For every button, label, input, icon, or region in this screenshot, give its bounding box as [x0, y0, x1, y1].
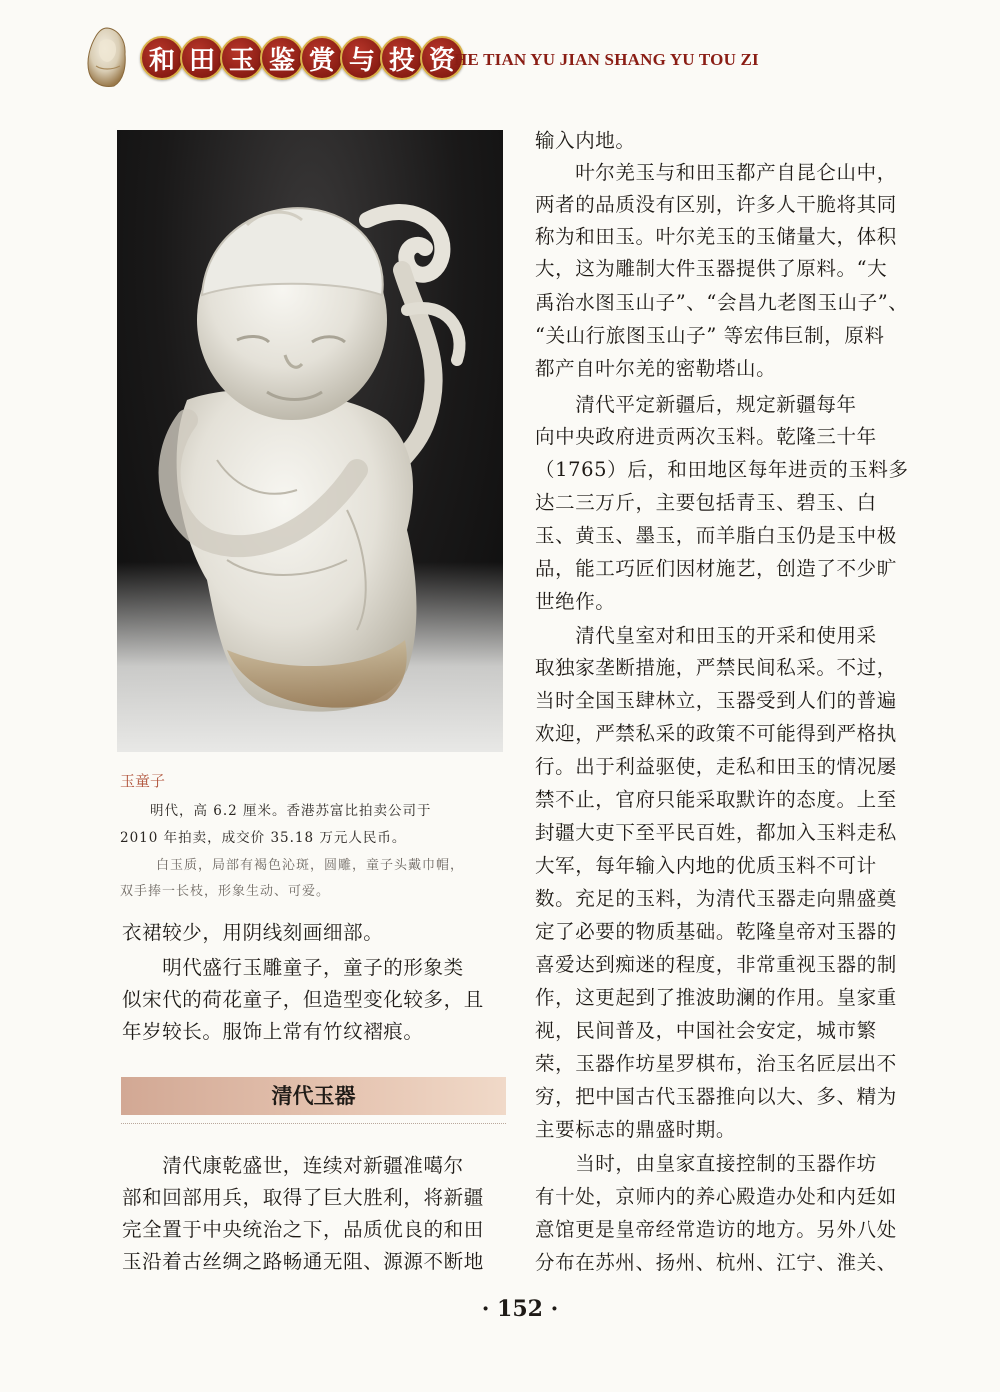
paragraph-line: 禁不止，官府只能采取默许的态度。上至 — [535, 788, 897, 811]
paragraph-line: 叶尔羌玉与和田玉都产自昆仑山中， — [535, 161, 897, 184]
paragraph-line: 分布在苏州、扬州、杭州、江宁、淮关、 — [535, 1251, 897, 1274]
paragraph-line: 当时，由皇家直接控制的玉器作坊 — [535, 1152, 877, 1175]
paragraph-line: 输入内地。 — [535, 129, 636, 152]
figure-caption-note: 双手捧一长枝，形象生动、可爱。 — [120, 884, 331, 899]
figure-caption-title: 玉童子 — [120, 772, 166, 790]
figure-caption-line: 2010 年拍卖，成交价 35.18 万元人民币。 — [120, 830, 407, 846]
paragraph-line: 明代盛行玉雕童子，童子的形象类 — [122, 956, 464, 979]
paragraph-line: 封疆大吏下至平民百姓，都加入玉料走私 — [535, 821, 897, 844]
paragraph-line: 意馆更是皇帝经常造访的地方。另外八处 — [535, 1218, 897, 1241]
jade-carving-logo-icon — [84, 26, 130, 88]
paragraph-line: 作，这更起到了推波助澜的作用。皇家重 — [535, 986, 897, 1009]
paragraph-line: 玉、黄玉、墨玉，而羊脂白玉仍是玉中极 — [535, 524, 897, 547]
paragraph-line: 取独家垄断措施，严禁民间私采。不过， — [535, 656, 897, 679]
paragraph-line: 定了必要的物质基础。乾隆皇帝对玉器的 — [535, 920, 897, 943]
paragraph-line: 主要标志的鼎盛时期。 — [535, 1118, 737, 1141]
section-heading-bar — [121, 1077, 506, 1115]
paragraph-line: 有十处，京师内的养心殿造办处和内廷如 — [535, 1185, 897, 1208]
title-char: 资 — [420, 36, 464, 80]
paragraph-line: 清代平定新疆后，规定新疆每年 — [535, 393, 857, 416]
paragraph-line: 玉沿着古丝绸之路畅通无阻、源源不断地 — [122, 1250, 484, 1273]
paragraph-line: 世绝作。 — [535, 590, 616, 613]
paragraph-line: 部和回部用兵，取得了巨大胜利，将新疆 — [122, 1186, 484, 1209]
paragraph-line: 完全置于中央统治之下，品质优良的和田 — [122, 1218, 484, 1241]
paragraph-line: 大军，每年输入内地的优质玉料不可计 — [535, 854, 877, 877]
paragraph-line: 称为和田玉。叶尔羌玉的玉储量大，体积 — [535, 225, 897, 248]
title-char: 鉴 — [260, 36, 304, 80]
paragraph-line: 清代皇室对和田玉的开采和使用采 — [535, 624, 877, 647]
title-char: 田 — [180, 36, 224, 80]
paragraph-line: 喜爱达到痴迷的程度，非常重视玉器的制 — [535, 953, 897, 976]
paragraph-line: 禹治水图玉山子”、“会昌九老图玉山子”、 — [535, 291, 909, 314]
paragraph-line: 向中央政府进贡两次玉料。乾隆三十年 — [535, 425, 877, 448]
book-title — [140, 36, 460, 80]
figure-caption-note: 白玉质，局部有褐色沁斑，圆雕，童子头戴巾帽， — [156, 858, 465, 873]
paragraph-line: 大，这为雕制大件玉器提供了原料。“大 — [535, 257, 888, 280]
paragraph-line: 似宋代的荷花童子，但造型变化较多，且 — [122, 988, 484, 1011]
paragraph-line: 两者的品质没有区别，许多人干脆将其同 — [535, 193, 897, 216]
title-char: 投 — [380, 36, 424, 80]
book-title-pinyin: HE TIAN YU JIAN SHANG YU TOU ZI — [454, 50, 759, 69]
paragraph-line: 年岁较长。服饰上常有竹纹褶痕。 — [122, 1020, 424, 1043]
jade-boy-photo — [117, 130, 503, 752]
paragraph-line: “关山行旅图玉山子” 等宏伟巨制，原料 — [535, 324, 885, 347]
paragraph-line: 当时全国玉肆林立，玉器受到人们的普遍 — [535, 689, 897, 712]
paragraph-line: 数。充足的玉料，为清代玉器走向鼎盛奠 — [535, 887, 897, 910]
figure-caption-line: 明代，高 6.2 厘米。香港苏富比拍卖公司于 — [150, 803, 432, 819]
paragraph-line: 都产自叶尔羌的密勒塔山。 — [535, 357, 777, 380]
paragraph-line: 衣裙较少，用阴线刻画细部。 — [122, 921, 384, 944]
title-char: 玉 — [220, 36, 264, 80]
running-header — [0, 0, 1000, 110]
title-char: 和 — [140, 36, 184, 80]
paragraph-line: 品，能工巧匠们因材施艺，创造了不少旷 — [535, 557, 897, 580]
paragraph-line: 欢迎，严禁私采的政策不可能得到严格执 — [535, 722, 897, 745]
title-char: 赏 — [300, 36, 344, 80]
paragraph-line: 行。出于利益驱使，走私和田玉的情况屡 — [535, 755, 897, 778]
page-number: · 152 · — [481, 1296, 559, 1322]
paragraph-line: 荣，玉器作坊星罗棋布，治玉名匠层出不 — [535, 1052, 897, 1075]
paragraph-line: 清代康乾盛世，连续对新疆准噶尔 — [122, 1154, 464, 1177]
jade-boy-figure-icon — [117, 130, 503, 752]
paragraph-line: 达二三万斤，主要包括青玉、碧玉、白 — [535, 491, 877, 514]
paragraph-line: 视，民间普及，中国社会安定，城市繁 — [535, 1019, 877, 1042]
section-divider — [121, 1123, 506, 1124]
section-heading: 清代玉器 — [271, 1084, 356, 1108]
title-char: 与 — [340, 36, 384, 80]
paragraph-line: （1765）后，和田地区每年进贡的玉料多 — [535, 458, 909, 481]
paragraph-line: 穷，把中国古代玉器推向以大、多、精为 — [535, 1085, 897, 1108]
